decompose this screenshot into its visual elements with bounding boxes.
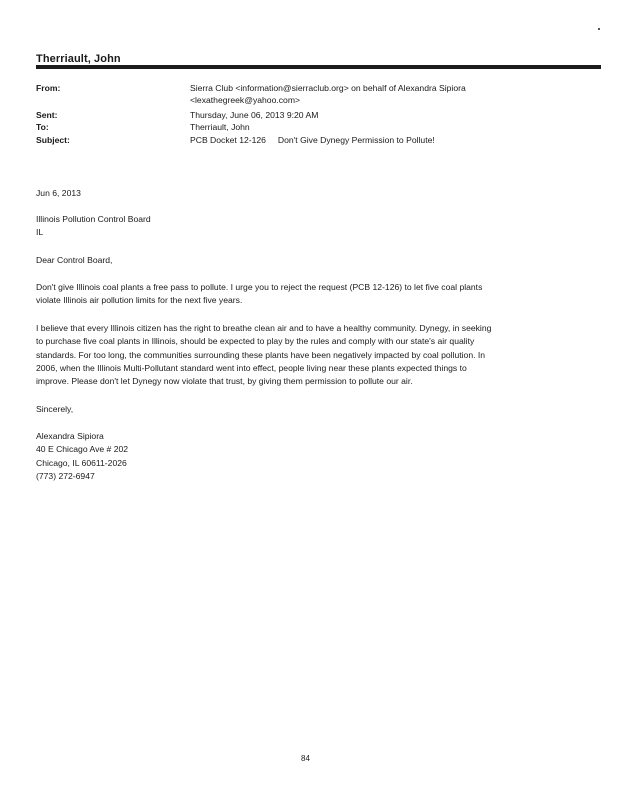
signature-city: Chicago, IL 60611-2026 xyxy=(36,457,127,468)
sent-value: Thursday, June 06, 2013 9:20 AM xyxy=(190,110,319,120)
signature-block xyxy=(36,430,576,483)
recipient-name-header: Therriault, John xyxy=(36,53,121,65)
subject-label: Subject: xyxy=(36,135,70,145)
addressee-line2: IL xyxy=(36,227,44,238)
addressee-line1: Illinois Pollution Control Board xyxy=(36,214,151,224)
paragraph-2-line1: I believe that every Illinois citizen has the right to breathe clean air and to have a healthy community. Dynegy, in seeking xyxy=(36,323,492,333)
closing: Sincerely, xyxy=(36,404,74,414)
paragraph-2-line2: to purchase five coal plants in Illinois, should be expected to play by the rules and comply with our state's air quality xyxy=(36,336,475,347)
paragraph-1-line2: violate Illinois air pollution limits for the next five years. xyxy=(36,295,243,306)
subject-value: PCB Docket 12-126 Don't Give Dynegy Permission to Pollute! xyxy=(190,135,435,145)
header-divider xyxy=(36,65,601,69)
scan-speck xyxy=(598,28,600,30)
paragraph-2 xyxy=(36,322,596,388)
signature-name: Alexandra Sipiora xyxy=(36,431,104,441)
to-label: To: xyxy=(36,122,49,132)
to-value: Therriault, John xyxy=(190,122,250,132)
paragraph-2-line3: standards. For too long, the communities surrounding these plants have been negatively impacted by coal pollution. In xyxy=(36,349,486,360)
paragraph-2-line5: improve. Please don't let Dynegy now violate that trust, by giving them permission to pollute our air. xyxy=(36,376,413,387)
letter-date: Jun 6, 2013 xyxy=(36,188,81,198)
from-value xyxy=(190,82,520,106)
paragraph-2-line4: 2006, when the Illinois Multi-Pollutant standard went into effect, people living near these plants expected things to xyxy=(36,362,467,373)
paragraph-1-line1: Don't give Illinois coal plants a free pass to pollute. I urge you to reject the request (PCB 12-126) to let five coal plants xyxy=(36,282,483,292)
sent-label: Sent: xyxy=(36,110,58,120)
from-value-line2: <lexathegreek@yahoo.com> xyxy=(190,95,301,105)
signature-street: 40 E Chicago Ave # 202 xyxy=(36,444,129,455)
page-number: 84 xyxy=(301,754,310,763)
from-value-line1: Sierra Club <information@sierraclub.org> on behalf of Alexandra Sipiora xyxy=(190,83,466,93)
addressee-block xyxy=(36,213,576,240)
salutation: Dear Control Board, xyxy=(36,255,113,265)
signature-phone: (773) 272-6947 xyxy=(36,470,95,481)
from-label: From: xyxy=(36,83,61,93)
paragraph-1 xyxy=(36,281,596,308)
